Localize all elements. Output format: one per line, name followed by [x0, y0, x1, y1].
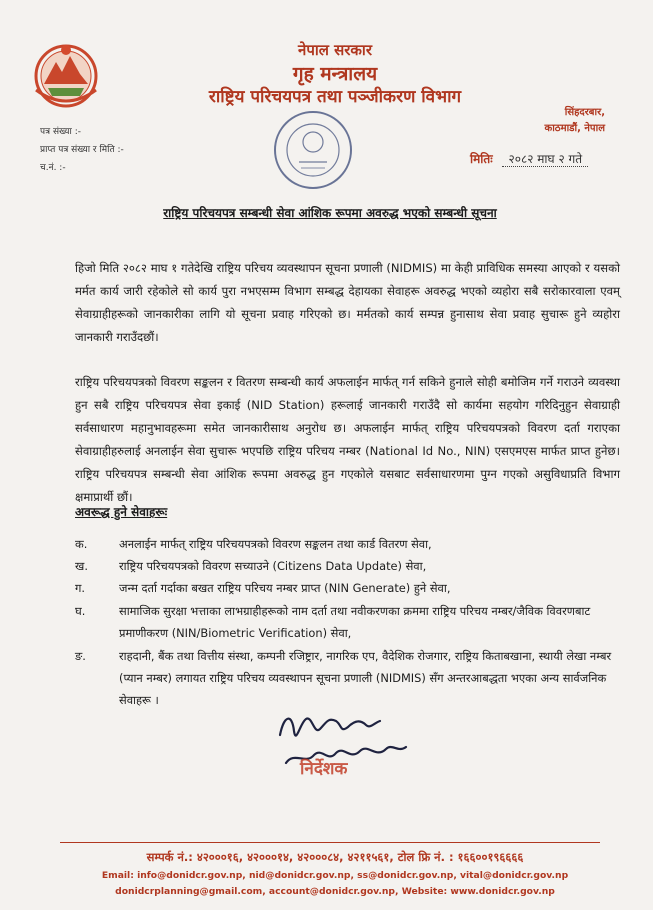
list-item-text: राहदानी, बैंक तथा वित्तीय संस्था, कम्पनी रजिष्ट्रार, नागरिक एप, वैदेशिक रोजगार, राष्ट्रिय किताबखाना, स्थायी लेखा नम्बर (प्यान नम्बर) लगायत राष्ट्रिय परिचय व्यवस्थापन सूचना प्रणाली (NIDMIS) सँग अन्तरआबद्धता भएका अन्य सार्वजनिक सेवाहरू । — [119, 649, 612, 707]
list-item-text: राष्ट्रिय परिचयपत्रको विवरण सच्याउने (Citizens Data Update) सेवा, — [119, 559, 427, 573]
list-item — [75, 533, 630, 555]
dispatch-number-label: च.नं. :- — [40, 163, 66, 173]
body-paragraph-1: हिजो मिति २०८२ माघ १ गतेदेखि राष्ट्रिय परिचय व्यवस्थापन सूचना प्रणाली (NIDMIS) मा केही प्राविधिक समस्या आएको र यसको मर्मत कार्य जारी रहेकोले सो कार्य पुरा नभएसम्म विभाग सम्बद्ध देहायका सेवाहरू अवरुद्ध भएको व्यहोरा सबै सरोकारवाला एवम् सेवाग्राहीहरूको जानकारीका लागि यो सूचना प्रवाह गरिएको छ। मर्मतको कार्य सम्पन्न हुनासाथ सेवा प्रवाह सुचारू हुने व्यहोरा जानकारी गराउँदछौं। — [75, 261, 620, 344]
director-title-stamp: निर्देशक — [300, 759, 348, 779]
list-item-text: अनलाईन मार्फत् राष्ट्रिय परिचयपत्रको विवरण सङ्कलन तथा कार्ड वितरण सेवा, — [119, 537, 432, 551]
list-item — [75, 555, 630, 577]
department-seal-icon — [268, 108, 358, 192]
footer-emails-line-1: Email: info@donidcr.gov.np, nid@donidcr.gov.np, ss@donidcr.gov.np, vital@donidcr.gov.np — [101, 870, 569, 881]
address-line-2: काठमाडौं, नेपाल — [544, 123, 605, 134]
ministry-title: गृह मन्त्रालय — [292, 63, 378, 85]
date-value: २०८२ माघ २ गते — [502, 152, 588, 167]
list-item — [75, 645, 630, 711]
list-item-marker: घ. — [75, 604, 86, 618]
list-item-marker: ग. — [75, 581, 86, 595]
list-item-text: जन्म दर्ता गर्दाका बखत राष्ट्रिय परिचय नम्बर प्राप्त (NIN Generate) हुने सेवा, — [119, 581, 451, 595]
list-item-marker: क. — [75, 537, 88, 551]
list-item-marker: ख. — [75, 559, 88, 573]
list-item — [75, 600, 630, 644]
body-paragraph-2: राष्ट्रिय परिचयपत्रको विवरण सङ्कलन र वितरण सम्बन्धी कार्य अफलाईन मार्फत् गर्न सकिने हुनाले सोही बमोजिम गर्ने गराउने व्यवस्था हुन सबै राष्ट्रिय परिचयपत्र सेवा इकाई (NID Station) हरूलाई जानकारी गराउँदै सो कार्यमा सहयोग गरिदिनुहुन सेवाग्राही सर्वसाधारण महानुभावहरूमा समेत जानकारीसाथ अनुरोध छ। अफलाईन मार्फत् राष्ट्रिय परिचयपत्रको विवरण दर्ता गराएका सेवाग्राहीहरुलाई अनलाईन सेवा सुचारू भएपछि राष्ट्रिय परिचय नम्बर (National Id No., NIN) एसएमएस मार्फत प्राप्त हुनेछ। राष्ट्रिय परिचयपत्र सम्बन्धी सेवा आंशिक रूपमा अवरुद्ध हुन गएकोले यसबाट सर्वसाधारणमा पुग्न गएको असुविधाप्रति विभाग क्षमाप्रार्थी छौं। — [75, 375, 620, 504]
address-line-1: सिंहदरबार, — [564, 107, 605, 118]
letter-number-label: पत्र संख्या :- — [40, 127, 81, 137]
list-heading: अवरूद्ध हुने सेवाहरूः — [75, 505, 168, 519]
date-row — [470, 150, 588, 167]
footer-contact-numbers: सम्पर्क नं.: ४२०००१६, ४२०००१४, ४२०००८४, ४२११५६१, टोल फ्रि नं. : १६६००१९६६६६ — [146, 850, 524, 864]
nepal-emblem-icon — [30, 40, 102, 110]
department-title: राष्ट्रिय परिचयपत्र तथा पञ्जीकरण विभाग — [208, 87, 462, 107]
list-item-text: सामाजिक सुरक्षा भत्ताका लाभग्राहीहरूको नाम दर्ता तथा नवीकरणका क्रममा राष्ट्रिय परिचय नम्बर/जैविक विवरणबाट प्रमाणीकरण (NIN/Biometric Verification) सेवा, — [119, 604, 591, 640]
footer-emails-line-2: donidcrplanning@gmail.com, account@donidcr.gov.np, Website: www.donidcr.gov.np — [115, 886, 555, 897]
government-title: नेपाल सरकार — [298, 41, 372, 59]
list-item — [75, 577, 630, 599]
notice-subject: राष्ट्रिय परिचयपत्र सम्बन्धी सेवा आंशिक रूपमा अवरुद्ध भएको सम्बन्धी सूचना — [163, 206, 497, 220]
footer-divider — [60, 842, 600, 843]
received-letter-label: प्राप्त पत्र संख्या र मिति :- — [40, 145, 124, 155]
date-label: मितिः — [470, 152, 493, 166]
list-item-marker: ङ. — [75, 649, 86, 663]
